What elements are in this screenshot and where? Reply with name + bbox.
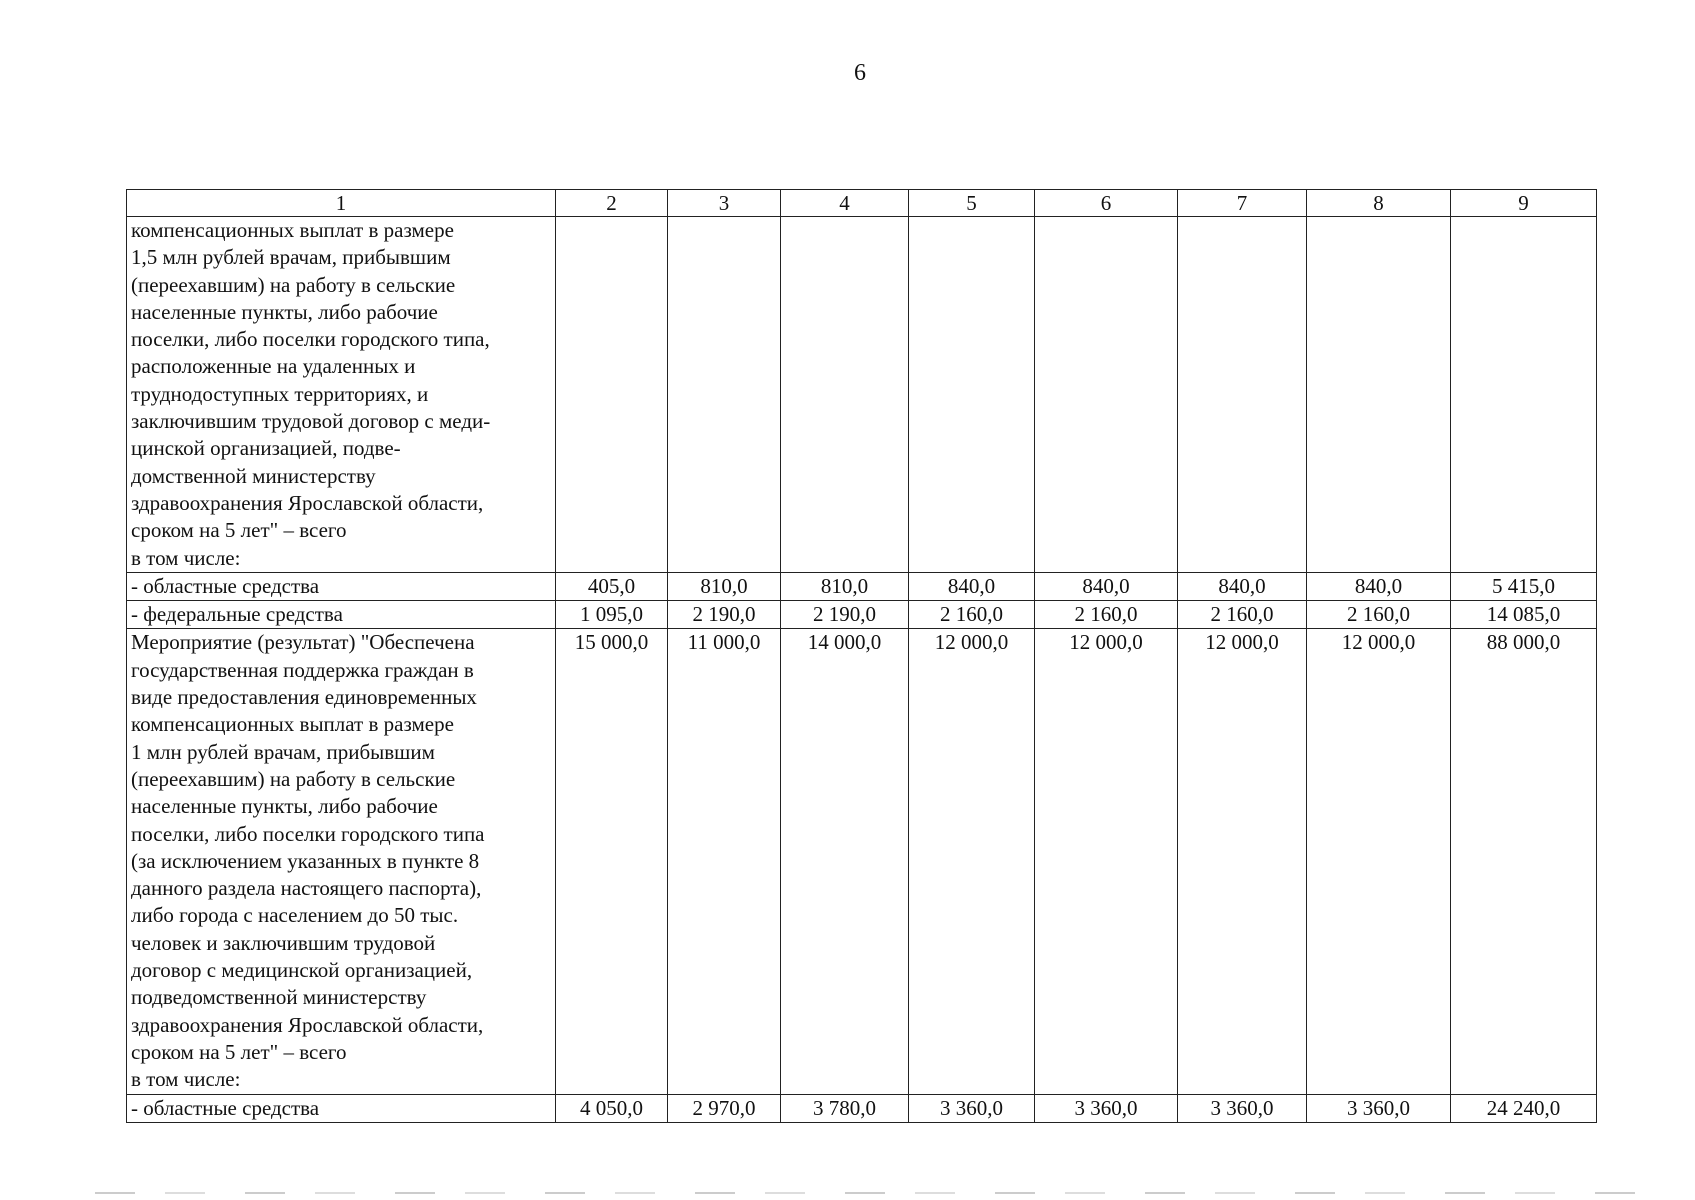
value-cell — [668, 217, 781, 573]
value-cell — [556, 217, 668, 573]
header-cell: 4 — [781, 190, 909, 217]
scan-artifact — [95, 1192, 1635, 1194]
table-row — [127, 601, 1597, 629]
value-cell: 15 000,0 — [556, 629, 668, 1094]
value-cell — [1451, 217, 1597, 573]
value-cell: 11 000,0 — [668, 629, 781, 1094]
value-cell: 840,0 — [1307, 572, 1451, 600]
value-cell: 2 160,0 — [1178, 601, 1307, 629]
row-description: - федеральные средства — [127, 601, 556, 629]
value-cell: 4 050,0 — [556, 1094, 668, 1122]
table-row — [127, 1094, 1597, 1122]
table-row — [127, 217, 1597, 573]
header-cell: 3 — [668, 190, 781, 217]
value-cell: 2 190,0 — [781, 601, 909, 629]
value-cell: 2 970,0 — [668, 1094, 781, 1122]
value-cell: 840,0 — [1035, 572, 1178, 600]
value-cell — [1307, 217, 1451, 573]
value-cell: 2 160,0 — [909, 601, 1035, 629]
value-cell — [1178, 217, 1307, 573]
value-cell: 840,0 — [1178, 572, 1307, 600]
value-cell — [1035, 217, 1178, 573]
value-cell: 12 000,0 — [909, 629, 1035, 1094]
value-cell: 3 360,0 — [909, 1094, 1035, 1122]
header-cell: 5 — [909, 190, 1035, 217]
value-cell: 405,0 — [556, 572, 668, 600]
table-row — [127, 629, 1597, 1094]
row-description: Мероприятие (результат) "Обеспечена государственная поддержка граждан в виде предоставления единовременных компенсационных выплат в размере 1 млн рублей врачам, прибывшим (переехавшим) на работу в сельские населенные пункты, либо рабочие поселки, либо поселки городского типа (за исключением указанных в пункте 8 данного раздела настоящего паспорта), либо города с населением до 50 тыс. человек и заключившим трудовой договор с медицинской организацией, подведомственной министерству здравоохранения Ярославской области, сроком на 5 лет" – всего в том числе: — [127, 629, 556, 1094]
value-cell — [909, 217, 1035, 573]
value-cell: 810,0 — [668, 572, 781, 600]
budget-table — [126, 189, 1597, 1123]
value-cell: 2 190,0 — [668, 601, 781, 629]
value-cell: 12 000,0 — [1035, 629, 1178, 1094]
header-cell: 7 — [1178, 190, 1307, 217]
row-description: - областные средства — [127, 572, 556, 600]
value-cell: 12 000,0 — [1307, 629, 1451, 1094]
table-row — [127, 572, 1597, 600]
header-row — [127, 190, 1597, 217]
page-number: 6 — [854, 60, 866, 86]
value-cell: 3 360,0 — [1035, 1094, 1178, 1122]
value-cell: 3 360,0 — [1178, 1094, 1307, 1122]
value-cell: 14 000,0 — [781, 629, 909, 1094]
value-cell: 1 095,0 — [556, 601, 668, 629]
value-cell: 88 000,0 — [1451, 629, 1597, 1094]
value-cell: 5 415,0 — [1451, 572, 1597, 600]
value-cell: 24 240,0 — [1451, 1094, 1597, 1122]
value-cell: 3 360,0 — [1307, 1094, 1451, 1122]
value-cell: 840,0 — [909, 572, 1035, 600]
value-cell: 3 780,0 — [781, 1094, 909, 1122]
header-cell: 2 — [556, 190, 668, 217]
header-cell: 1 — [127, 190, 556, 217]
row-description: компенсационных выплат в размере 1,5 млн рублей врачам, прибывшим (переехавшим) на работу в сельские населенные пункты, либо рабочие поселки, либо поселки городского типа, расположенные на удаленных и труднодоступных территориях, и заключившим трудовой договор с меди- цинской организацией, подве- домственной министерству здравоохранения Ярославской области, сроком на 5 лет" – всего в том числе: — [127, 217, 556, 573]
header-cell: 9 — [1451, 190, 1597, 217]
value-cell — [781, 217, 909, 573]
value-cell: 14 085,0 — [1451, 601, 1597, 629]
value-cell: 12 000,0 — [1178, 629, 1307, 1094]
value-cell: 810,0 — [781, 572, 909, 600]
value-cell: 2 160,0 — [1035, 601, 1178, 629]
row-description: - областные средства — [127, 1094, 556, 1122]
header-cell: 6 — [1035, 190, 1178, 217]
header-cell: 8 — [1307, 190, 1451, 217]
value-cell: 2 160,0 — [1307, 601, 1451, 629]
